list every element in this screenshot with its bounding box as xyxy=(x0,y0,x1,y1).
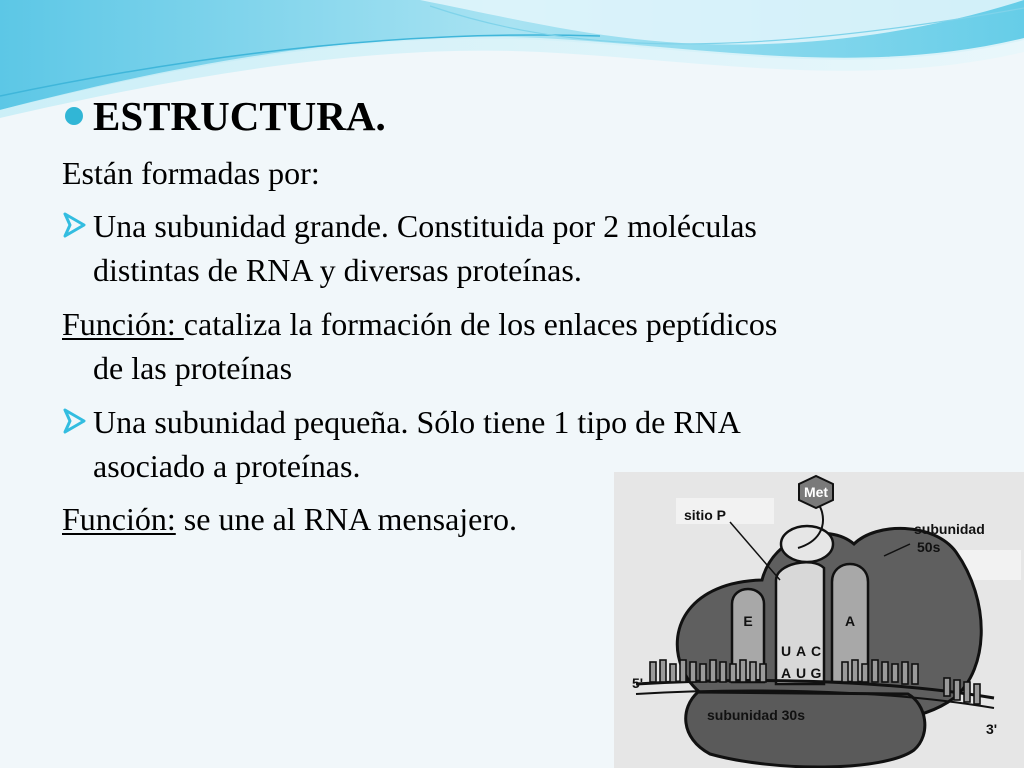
codon-base-2: U xyxy=(795,665,807,681)
item1-line2: distintas de RNA y diversas proteínas. xyxy=(93,252,582,288)
sitio-p-label: sitio P xyxy=(684,507,727,523)
anticodon-base-3: C xyxy=(810,643,822,659)
item2-line1: Una subunidad pequeña. Sólo tiene 1 tipo de RNA xyxy=(93,404,741,440)
item1-line1: Una subunidad grande. Constituida por 2 moléculas xyxy=(93,208,757,244)
arrow-bullet-icon xyxy=(62,210,88,240)
codon-base-3: G xyxy=(810,665,822,681)
site-a-label: A xyxy=(844,613,856,629)
funcion1-line2: de las proteínas xyxy=(93,350,293,386)
met-label: Met xyxy=(803,484,829,500)
subunidad-50s-label-line2: 50s xyxy=(917,539,941,555)
funcion1-text: cataliza la formación de los enlaces peptídicos xyxy=(183,306,778,342)
five-prime-label: 5' xyxy=(632,675,644,691)
codon-base-1: A xyxy=(780,665,792,681)
funcion2-text: se une al RNA mensajero. xyxy=(175,501,518,537)
title-bullet-icon xyxy=(65,107,83,125)
funcion1-line1 xyxy=(62,305,777,343)
sitio-p-pointer xyxy=(730,522,780,580)
intro-text: Están formadas por: xyxy=(62,155,320,191)
funcion2-line xyxy=(62,500,517,538)
subunidad-50s-label-line1: subunidad xyxy=(914,521,985,537)
small-subunit-30s xyxy=(686,692,925,767)
site-e-label: E xyxy=(743,613,753,629)
three-prime-label: 3' xyxy=(986,721,998,737)
slide-title: ESTRUCTURA. xyxy=(93,93,386,139)
anticodon-base-1: U xyxy=(780,643,792,659)
subunidad-30s-label: subunidad 30s xyxy=(706,707,806,723)
funcion1-label: Función: xyxy=(62,306,184,342)
funcion2-label: Función: xyxy=(62,501,176,537)
item2-line2: asociado a proteínas. xyxy=(93,448,361,484)
arrow-bullet-icon xyxy=(62,406,88,436)
anticodon-base-2: A xyxy=(795,643,807,659)
ribosome-figure xyxy=(614,472,1024,768)
